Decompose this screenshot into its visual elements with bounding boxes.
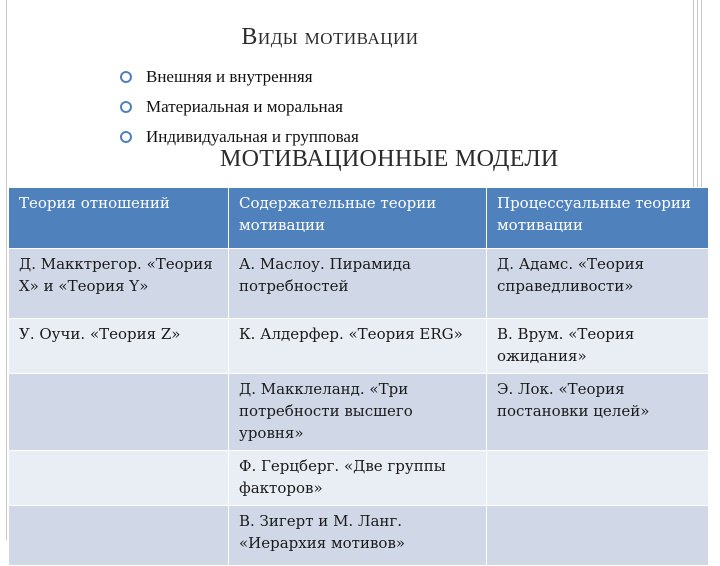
bullet-circle-icon [120,101,132,113]
bullet-item [120,62,359,92]
table-row [9,451,709,506]
table-cell: А. Маслоу. Пирамида потребностей [229,249,487,319]
table-row [9,506,709,566]
table-cell: В. Зигерт и М. Ланг. «Иерархия мотивов» [229,506,487,566]
table-cell: Ф. Герцберг. «Две группы факторов» [229,451,487,506]
column-header: Процессуальные теории мотивации [487,188,709,249]
table-header-row [9,188,709,249]
column-header: Теория отношений [9,188,229,249]
column-header: Содержательные теории мотивации [229,188,487,249]
table-cell: Д. Адамс. «Теория справедливости» [487,249,709,319]
table-cell [487,451,709,506]
table-row [9,319,709,374]
section-subtitle: МОТИВАЦИОННЫЕ МОДЕЛИ [220,146,559,172]
table-cell [9,506,229,566]
table-cell: Д. Макклеланд. «Три потребности высшего уровня» [229,374,487,451]
table-cell [9,451,229,506]
table-cell [487,506,709,566]
table-cell: Д. Макктрегор. «Теория X» и «Теория Y» [9,249,229,319]
slide-title: Виды мотивации [241,24,419,50]
slide-border-left [6,0,7,540]
bullet-text: Материальная и моральная [146,97,343,116]
motivation-models-table [8,187,709,566]
bullet-text: Внешняя и внутренняя [146,67,313,86]
table-cell: К. Алдерфер. «Теория ERG» [229,319,487,374]
table-cell: У. Оучи. «Теория Z» [9,319,229,374]
bullet-circle-icon [120,71,132,83]
table-cell: В. Врум. «Теория ожидания» [487,319,709,374]
bullet-circle-icon [120,131,132,143]
table-row [9,374,709,451]
bullet-list [120,62,359,152]
table-cell [9,374,229,451]
bullet-text: Индивидуальная и групповая [146,127,359,146]
table-row [9,249,709,319]
bullet-item [120,92,359,122]
table-cell: Э. Лок. «Теория постановки целей» [487,374,709,451]
